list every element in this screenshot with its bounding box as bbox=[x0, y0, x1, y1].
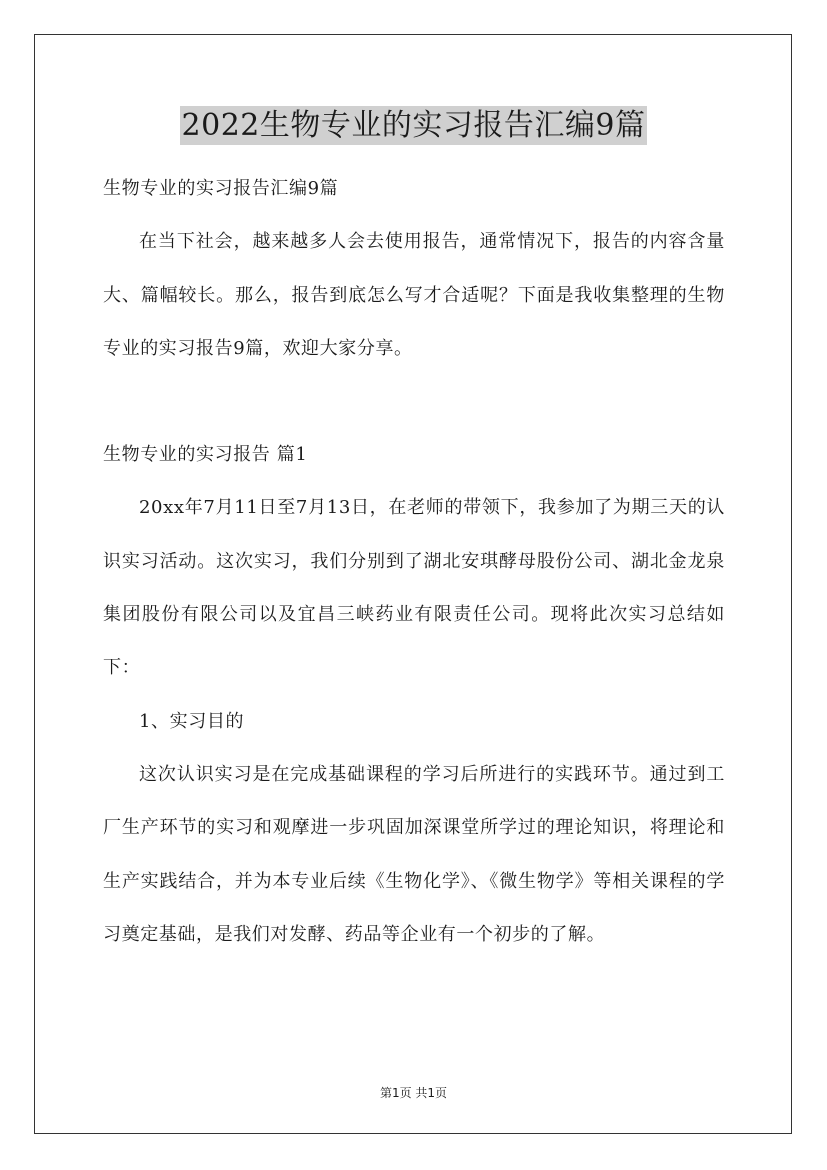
section-heading: 生物专业的实习报告 篇1 bbox=[103, 444, 308, 466]
page-footer bbox=[0, 1084, 827, 1101]
page-title-wrap bbox=[0, 100, 827, 144]
spacer bbox=[103, 375, 725, 428]
document-subtitle: 生物专业的实习报告汇编9篇 bbox=[103, 178, 339, 199]
intro-paragraph: 在当下社会，越来越多人会去使用报告，通常情况下，报告的内容含量大、篇幅较长。那么，报告到底怎么写才合适呢？下面是我收集整理的生物专业的实习报告9篇，欢迎大家分享。 bbox=[103, 231, 725, 359]
paragraph-2: 这次认识实习是在完成基础课程的学习后所进行的实践环节。通过到工厂生产环节的实习和观摩进一步巩固加深课堂所学过的理论知识，将理论和生产实践结合，并为本专业后续《生物化学》、《微生物学》等相关课程的学习奠定基础，是我们对发酵、药品等企业有一个初步的了解。 bbox=[103, 763, 725, 945]
list-item-purpose: 1、实习目的 bbox=[139, 710, 245, 732]
paragraph-1: 20xx年7月11日至7月13日，在老师的带领下，我参加了为期三天的认识实习活动。这次实习，我们分别到了湖北安琪酵母股份公司、湖北金龙泉集团股份有限公司以及宜昌三峡药业有限责任公司。现将此次实习总结如下： bbox=[103, 497, 725, 679]
page-number: 第1页 共1页 bbox=[379, 1086, 448, 1100]
page-title: 2022生物专业的实习报告汇编9篇 bbox=[181, 108, 646, 143]
document-body bbox=[103, 162, 725, 961]
